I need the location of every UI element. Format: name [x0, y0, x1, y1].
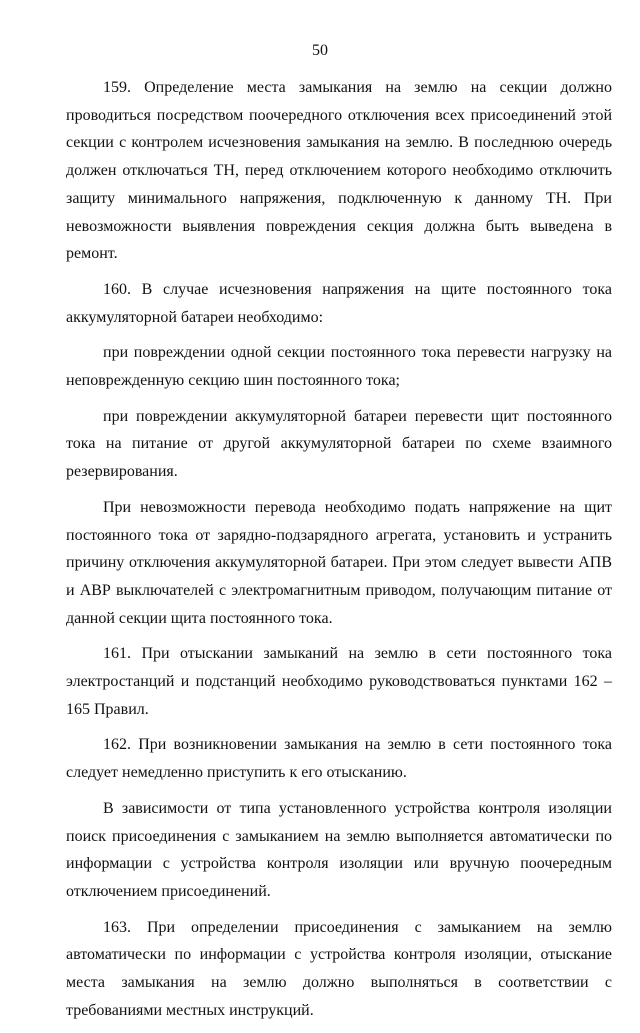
page-number: 50 — [312, 42, 328, 59]
paragraph-161: 161. При отыскании замыканий на землю в сети постоянного тока электростанций и подстанций необходимо руководствоваться пунктами 162 – 165 Правил. — [66, 645, 612, 718]
paragraph-159: 159. Определение места замыкания на землю на секции должно проводиться посредством поочередного отключения всех присоединений этой секции с контролем исчезновения замыкания на землю. В последнюю очередь должен отключаться ТН, перед отключением которого необходимо отключить защиту минимального напряжения, подключенную к данному ТН. При невозможности выявления повреждения секция должна быть выведена в ремонт. — [66, 79, 612, 263]
paragraph-160-dc-section-damage: при повреждении одной секции постоянного тока перевести нагрузку на неповрежденную секцию шин постоянного тока; — [66, 344, 612, 390]
document-body — [66, 74, 612, 1033]
paragraph-160-battery-damage: при повреждении аккумуляторной батареи перевести щит постоянного тока на питание от другой аккумуляторной батареи по схеме взаимного резервирования. — [66, 407, 612, 481]
paragraph-162-insulation-monitoring: В зависимости от типа установленного устройства контроля изоляции поиск присоединения с замыканием на землю выполняется автоматически по информации с устройства контроля изоляции или вручную поочередным отключением присоединений. — [66, 799, 612, 900]
paragraph-163: 163. При определении присоединения с замыканием на землю автоматически по информации с устройства контроля изоляции, отыскание места замыкания на землю должно выполняться в соответствии с требованиями местных инструкций. — [66, 918, 612, 1019]
paragraph-160-transfer-impossible: При невозможности перевода необходимо подать напряжение на щит постоянного тока от зарядно-подзарядного агрегата, установить и устранить причину отключения аккумуляторной батареи. При этом следует вывести АПВ и АВР выключателей с электромагнитным приводом, получающим питание от данной секции щита постоянного тока. — [66, 498, 612, 627]
paragraph-160: 160. В случае исчезновения напряжения на щите постоянного тока аккумуляторной батареи необходимо: — [66, 280, 612, 326]
paragraph-162: 162. При возникновении замыкания на землю в сети постоянного тока следует немедленно приступить к его отысканию. — [66, 736, 612, 782]
